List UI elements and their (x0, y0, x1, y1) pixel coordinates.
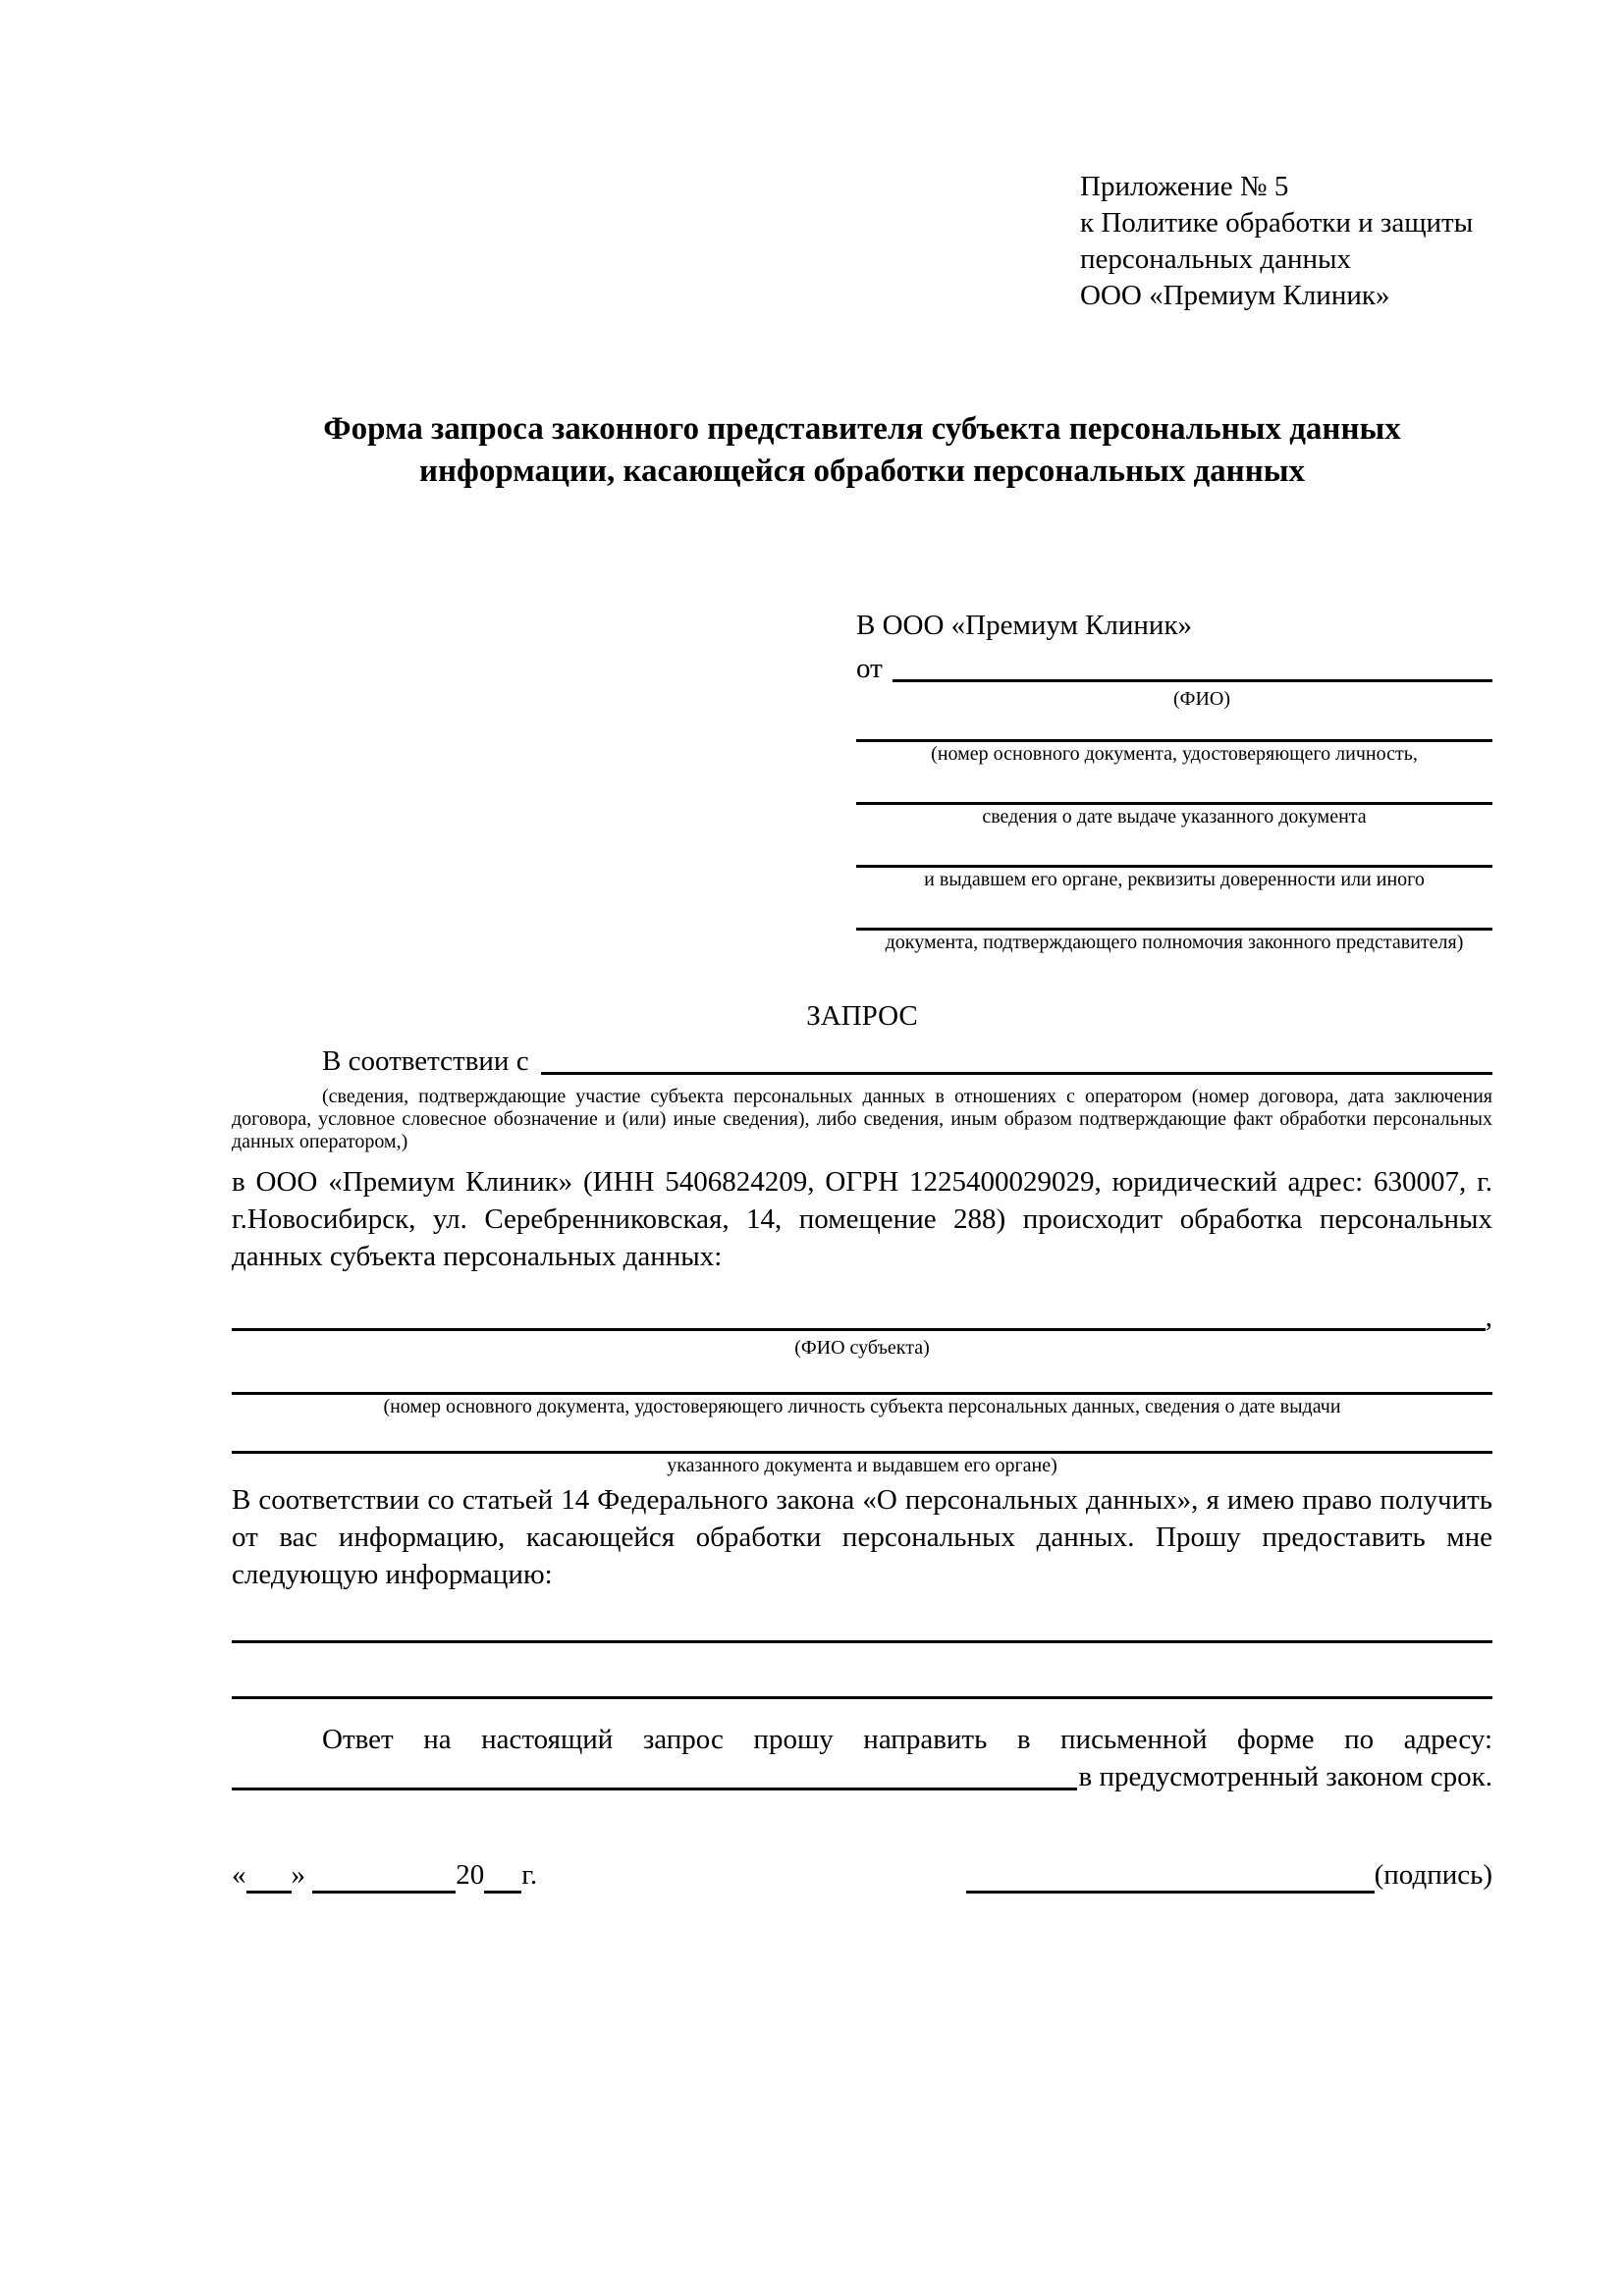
annex-line: персональных данных (1080, 243, 1352, 275)
subject-fio-row (232, 1299, 1492, 1336)
from-label: от (856, 653, 883, 684)
date-year-prefix: 20 (456, 1859, 485, 1891)
accordance-blank-line (541, 1072, 1492, 1075)
subject-doc-caption: (номер основного документа, удостоверяющего личность субъекта персональных данных, сведения о дате выдачи (383, 1396, 1341, 1417)
representative-doc-field (856, 711, 1492, 766)
document-title (232, 408, 1492, 493)
representative-doc-blank-line (856, 891, 1492, 931)
document-title-line: информации, касающейся обработки персональных данных (419, 454, 1305, 489)
date-month-blank (312, 1864, 456, 1894)
representative-doc-field (856, 766, 1492, 828)
subject-doc-caption: указанного документа и выдавшем его органе) (667, 1455, 1057, 1476)
subject-doc-blank-line (232, 1418, 1492, 1454)
signature-caption: (подпись) (1374, 1859, 1492, 1891)
representative-doc-field (856, 891, 1492, 954)
representative-doc-blank-line (856, 711, 1492, 742)
representative-doc-caption: документа, подтверждающего полномочия законного представителя) (885, 932, 1464, 953)
date-day-blank (246, 1864, 292, 1894)
signature-field (966, 1856, 1492, 1894)
subject-doc-blank-line (232, 1360, 1492, 1395)
subject-fio-blank-line (232, 1328, 1486, 1331)
reply-tail-text: в предусмотренный законом срок. (1078, 1761, 1492, 1792)
reply-address-row (232, 1758, 1492, 1795)
document-title-line: Форма запроса законного представителя субъекта персональных данных (323, 411, 1401, 447)
annex-block (1080, 169, 1492, 314)
representative-doc-caption: и выдавшем его органе, реквизиты доверенности или иного (924, 869, 1425, 890)
signature-row (232, 1856, 1492, 1894)
law-paragraph: В соответствии со статьей 14 Федерального закона «О персональных данных», я имею право получить от вас информацию, касающейся обработки персональных данных. Прошу предоставить мне следующую информацию: (232, 1484, 1492, 1590)
annex-line: ООО «Премиум Клиник» (1080, 280, 1390, 311)
annex-line: к Политике обработки и защиты (1080, 207, 1474, 239)
addressee-organization: В ООО «Премиум Клиник» (856, 610, 1193, 641)
reply-paragraph: Ответ на настоящий запрос прошу направить в письменной форме по адресу: (322, 1724, 1492, 1755)
from-blank-line (893, 679, 1492, 682)
representative-doc-blank-line (856, 766, 1492, 805)
annex-line: Приложение № 5 (1080, 171, 1289, 202)
accordance-hint: (сведения, подтверждающие участие субъекта персональных данных в отношениях с оператором (номер договора, дата заключения договора, условное словесное обозначение и (или) иные сведения), либо сведения, иным образом подтверждающие факт обработки персональных данных оператором,) (232, 1086, 1492, 1152)
reply-address-blank-line (232, 1788, 1077, 1790)
info-blank-line (232, 1640, 1492, 1643)
signature-blank-line (966, 1864, 1375, 1894)
representative-doc-field (856, 828, 1492, 891)
date-open-quote: « (232, 1859, 246, 1891)
subject-fio-comma: , (1485, 1302, 1492, 1333)
date-close-quote: » (291, 1859, 305, 1891)
representative-doc-caption: сведения о дате выдаче указанного документа (982, 806, 1367, 828)
representative-doc-caption: (номер основного документа, удостоверяющего личность, (931, 743, 1418, 765)
fio-caption: (ФИО) (1172, 688, 1230, 710)
subject-fio-caption: (ФИО субъекта) (794, 1337, 930, 1359)
date-field (232, 1856, 537, 1894)
accordance-row (232, 1042, 1492, 1080)
request-heading: ЗАПРОС (806, 1000, 918, 1032)
representative-doc-blank-line (856, 828, 1492, 868)
accordance-label: В соответствии с (322, 1045, 529, 1077)
from-row (856, 650, 1492, 687)
operator-paragraph: в ООО «Премиум Клиник» (ИНН 5406824209, ОГРН 1225400029029, юридический адрес: 630007, г. г.Новосибирск, ул. Серебренниковская, 14, помещение 288) происходит обработка персональных данных субъекта персональных данных: (232, 1166, 1492, 1272)
addressee-block (856, 607, 1492, 954)
date-year-blank (484, 1864, 521, 1894)
info-blank-line (232, 1696, 1492, 1699)
date-year-suffix: г. (521, 1859, 538, 1891)
